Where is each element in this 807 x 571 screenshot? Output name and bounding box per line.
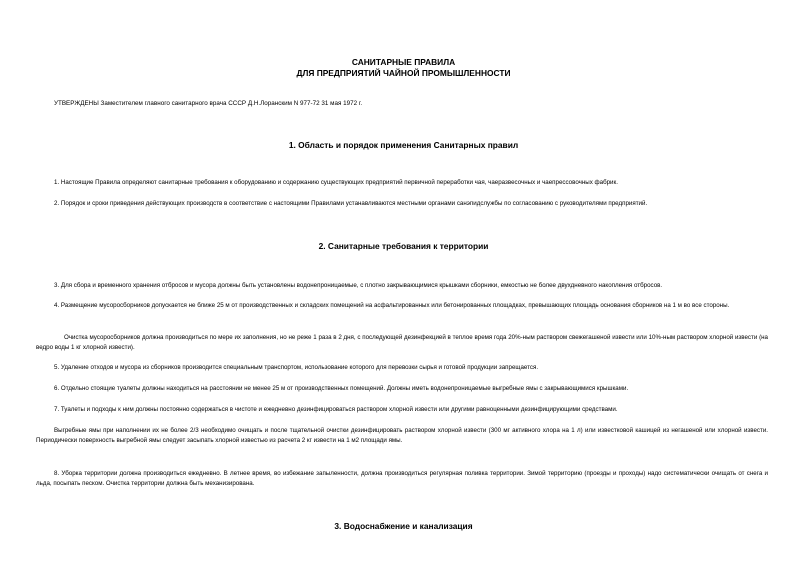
paragraph-4 (36, 301, 768, 311)
paragraph-4b (36, 333, 768, 353)
paragraph-5 (36, 363, 768, 373)
paragraph-6-text: 6. Отдельно стоящие туалеты должны находиться на расстоянии не менее 25 м от производственных помещений. Должны иметь водонепроницаемые выгребные ямы с закрывающимися крышками. (54, 385, 629, 392)
section-1-heading: 1. Область и порядок применения Санитарных правил (288, 140, 519, 150)
section-2-heading: 2. Санитарные требования к территории (318, 241, 489, 251)
paragraph-7b (36, 426, 768, 446)
paragraph-7-text: 7. Туалеты и подходы к ним должны постоянно содержаться в чистоте и ежедневно дезинфицироваться раствором хлорной извести или другими равноценными дезинфицирующими средствами. (54, 406, 618, 413)
document-title-line2: ДЛЯ ПРЕДПРИЯТИЙ ЧАЙНОЙ ПРОМЫШЛЕННОСТИ (296, 68, 511, 78)
paragraph-2-text: 2. Порядок и сроки приведения действующих производств в соответствие с настоящими Правилами устанавливаются местными органами санэпидслужбы по согласованию с руководителями предприятий. (54, 200, 648, 207)
document-title-line1: САНИТАРНЫЕ ПРАВИЛА (351, 57, 456, 67)
paragraph-7b-text: Выгребные ямы при наполнении их не более 2/3 необходимо очищать и после тщательной очистки дезинфицировать раствором хлорной извести (300 мг активного хлора на 1 л) или известковой кашицей из негашеной или хлорной извести. Периодически поверхность выгребной ямы следует засыпать хлорной известью из расчета 2 кг извести на 1 м2 площади ямы. (36, 427, 768, 444)
section-3-heading: 3. Водоснабжение и канализация (334, 521, 473, 531)
paragraph-8-text: 8. Уборка территории должна производиться ежедневно. В летнее время, во избежание запыленности, должна производиться регулярная поливка территории. Зимой территорию (проезды и проходы) надо систематически очищать от снега и льда, посыпать песком. Очистка территории должна быть механизирована. (36, 470, 768, 487)
paragraph-8 (36, 469, 768, 489)
paragraph-1-text: 1. Настоящие Правила определяют санитарные требования к оборудованию и содержанию существующих предприятий первичной переработки чая, чаеразвесочных и чаепрессовочных фабрик. (54, 179, 618, 186)
paragraph-3-text: 3. Для сбора и временного хранения отбросов и мусора должны быть установлены водонепроницаемые, с плотно закрывающимися крышками сборники, емкостью не более двухдневного накопления отбросов. (54, 282, 663, 289)
approval-note: УТВЕРЖДЕНЫ Заместителем главного санитарного врача СССР Д.Н.Лоранским N 977-72 31 мая 1972 г. (54, 100, 363, 107)
paragraph-6 (36, 384, 768, 394)
paragraph-5-text: 5. Удаление отходов и мусора из сборников производится специальным транспортом, использование которого для перевозки сырья и готовой продукции запрещается. (54, 364, 539, 371)
paragraph-1 (36, 178, 768, 188)
paragraph-7 (36, 405, 768, 415)
paragraph-4b-text: Очистка мусоросборников должна производиться по мере их заполнения, но не реже 1 раза в 2 дня, с последующей дезинфекцией в теплое время года 20%-ным раствором свежегашеной извести или 10%-ным раствором хлорной извести (на ведро воды 1 кг хлорной извести). (36, 334, 768, 351)
paragraph-3 (36, 281, 768, 291)
paragraph-2 (36, 199, 768, 209)
paragraph-4-text: 4. Размещение мусоросборников допускается не ближе 25 м от производственных и складских помещений на асфальтированных или бетонированных площадках, превышающих площадь основания сборников на 1 м во все стороны. (54, 302, 730, 309)
